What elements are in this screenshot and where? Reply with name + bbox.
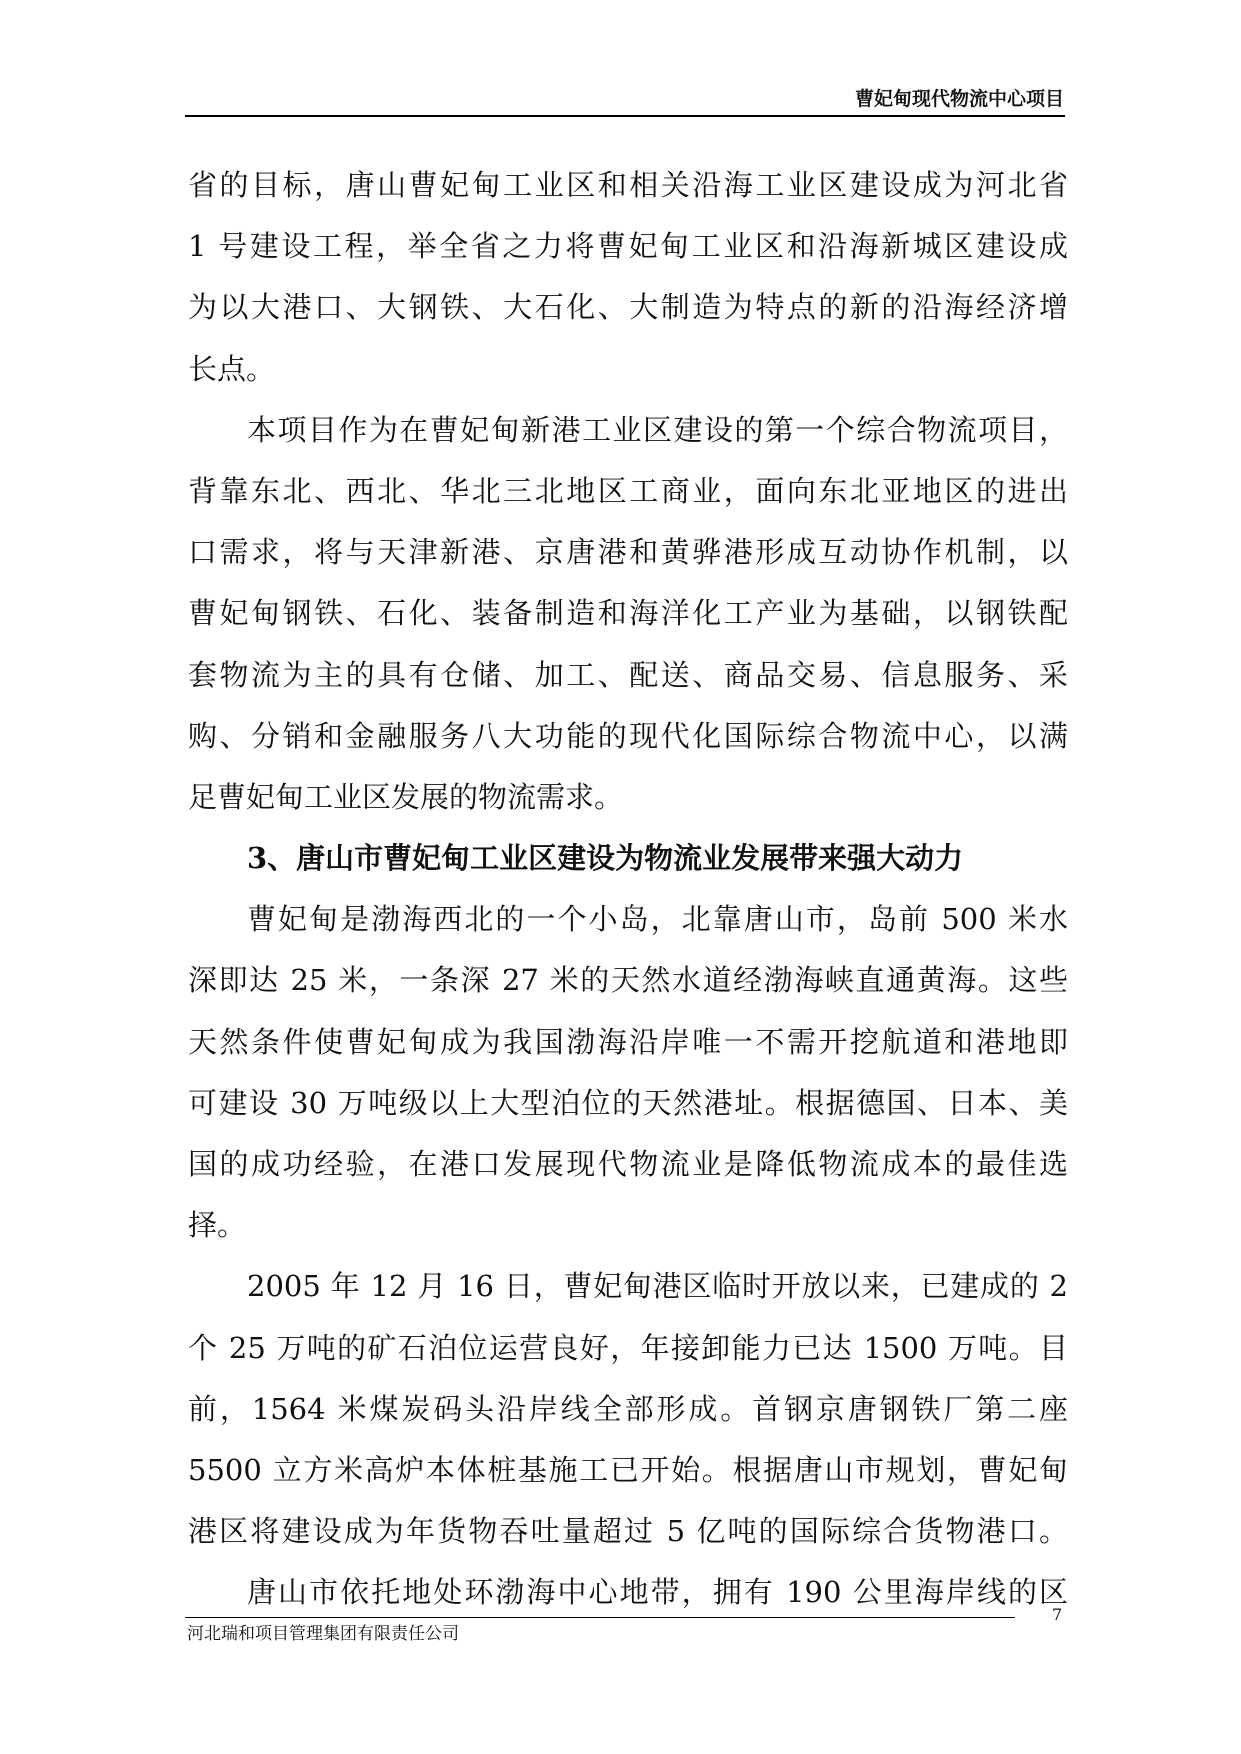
- footer-divider: [185, 1617, 1015, 1618]
- body-line: 深即达 25 米，一条深 27 米的天然水道经渤海峡直通黄海。这些: [188, 963, 1068, 998]
- body-line: 前，1564 米煤炭码头沿岸线全部形成。首钢京唐钢铁厂第二座: [188, 1391, 1068, 1426]
- body-line: 可建设 30 万吨级以上大型泊位的天然港址。根据德国、日本、美: [188, 1085, 1068, 1120]
- body-line: 5500 立方米高炉本体桩基施工已开始。根据唐山市规划，曹妃甸: [188, 1452, 1068, 1487]
- body-line: 为以大港口、大钢铁、大石化、大制造为特点的新的沿海经济增: [188, 290, 1068, 325]
- body-line: 天然条件使曹妃甸成为我国渤海沿岸唯一不需开挖航道和港地即: [188, 1024, 1068, 1059]
- paragraph-first-line: 2005 年 12 月 16 日，曹妃甸港区临时开放以来，已建成的 2: [247, 1269, 1068, 1304]
- body-line: 1 号建设工程，举全省之力将曹妃甸工业区和沿海新城区建设成: [188, 229, 1068, 264]
- paragraph-first-line: 唐山市依托地处环渤海中心地带，拥有 190 公里海岸线的区: [247, 1575, 1068, 1610]
- body-line: 港区将建设成为年货物吞吐量超过 5 亿吨的国际综合货物港口。: [188, 1514, 1068, 1549]
- footer-company-name: 河北瑞和项目管理集团有限责任公司: [187, 1624, 459, 1644]
- body-line: 个 25 万吨的矿石泊位运营良好，年接卸能力已达 1500 万吨。目: [188, 1330, 1068, 1365]
- body-line: 足曹妃甸工业区发展的物流需求。: [188, 779, 624, 814]
- document-body: [188, 155, 1068, 1624]
- section-heading: 3、唐山市曹妃甸工业区建设为物流业发展带来强大动力: [247, 841, 964, 876]
- body-line: 购、分销和金融服务八大功能的现代化国际综合物流中心，以满: [188, 718, 1068, 753]
- paragraph-first-line: 本项目作为在曹妃甸新港工业区建设的第一个综合物流项目，: [247, 412, 1068, 447]
- header-divider: [185, 115, 1065, 117]
- body-line: 省的目标，唐山曹妃甸工业区和相关沿海工业区建设成为河北省: [188, 168, 1068, 202]
- body-line: 口需求，将与天津新港、京唐港和黄骅港形成互动协作机制，以: [188, 535, 1068, 570]
- page-number: 7: [1052, 1605, 1063, 1624]
- body-line: 国的成功经验，在港口发展现代物流业是降低物流成本的最佳选: [188, 1147, 1068, 1181]
- body-line: 曹妃甸钢铁、石化、装备制造和海洋化工产业为基础，以钢铁配: [188, 596, 1068, 631]
- paragraph-first-line: 曹妃甸是渤海西北的一个小岛，北靠唐山市，岛前 500 米水: [247, 902, 1068, 937]
- header-title: 曹妃甸现代物流中心项目: [854, 88, 1064, 110]
- body-line: 择。: [188, 1208, 247, 1243]
- body-line: 套物流为主的具有仓储、加工、配送、商品交易、信息服务、采: [188, 657, 1068, 692]
- body-line: 背靠东北、西北、华北三北地区工商业，面向东北亚地区的进出: [188, 473, 1068, 508]
- body-line: 长点。: [188, 351, 276, 386]
